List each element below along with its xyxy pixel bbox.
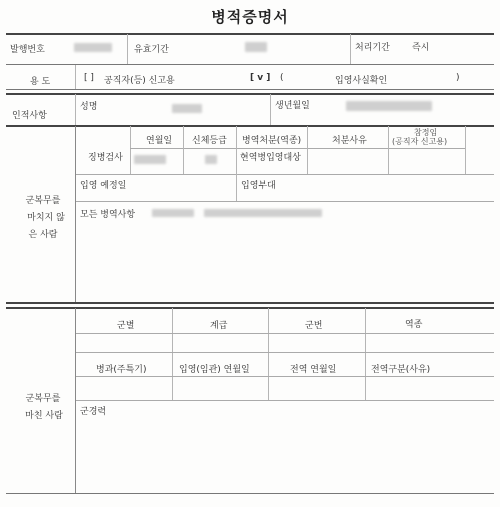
military-history-redacted — [204, 209, 322, 217]
agency-label: 유효기간 — [134, 45, 169, 55]
column-confirm-sub: (공직자 신고용) — [392, 137, 448, 146]
column-date: 연월일 — [146, 136, 173, 146]
birth-date-label: 생년월일 — [275, 101, 310, 111]
purpose-option2-text: 입영사실확인 — [335, 76, 388, 86]
divider — [350, 34, 351, 64]
purpose-option2-paren-open: ( — [280, 73, 284, 83]
column-physical-grade: 신체등급 — [192, 136, 227, 146]
column-branch: 군별 — [117, 321, 135, 331]
column-specialty: 병과(주특기) — [96, 365, 147, 375]
divider — [75, 308, 76, 494]
column-discharge-date: 전역 연월일 — [290, 365, 337, 375]
document-title: 병적증명서 — [211, 8, 289, 26]
served-section-label-line2: 마친 사람 — [25, 411, 63, 421]
divider — [130, 126, 131, 174]
name-value-redacted — [172, 104, 202, 113]
divider — [76, 201, 494, 202]
divider — [76, 400, 494, 401]
divider — [268, 308, 269, 401]
process-period-value: 즉시 — [412, 43, 430, 53]
divider — [6, 302, 494, 304]
divider — [6, 64, 494, 65]
divider — [75, 94, 76, 125]
divider — [127, 34, 128, 64]
divider — [6, 493, 494, 494]
unserved-section-label-line1: 군복무를 — [25, 196, 61, 206]
divider — [6, 33, 494, 35]
exam-label: 징병검사 — [88, 153, 123, 163]
divider — [236, 174, 237, 201]
divider — [307, 126, 308, 174]
divider — [465, 126, 466, 174]
column-service-type: 역종 — [405, 320, 423, 330]
personal-info-label: 인적사항 — [12, 111, 47, 121]
column-service-number: 군번 — [305, 321, 323, 331]
divider — [76, 352, 494, 353]
divider — [130, 148, 465, 149]
purpose-option1-checkbox: [ ] — [84, 73, 94, 83]
purpose-option1-text: 공직자(등) 신고용 — [104, 76, 175, 86]
divider — [365, 308, 366, 401]
purpose-label: 용 도 — [30, 77, 51, 87]
unserved-section-label-line3: 은 사람 — [28, 230, 58, 240]
purpose-option2-checkbox: [ v ] — [250, 73, 271, 83]
column-reason: 처분사유 — [332, 136, 367, 146]
disposition-value: 현역병입영대상 — [240, 153, 301, 163]
military-history-label: 모든 병역사항 — [80, 210, 136, 220]
column-confirm: 참정임 — [414, 128, 438, 137]
column-enlist-date: 입영(임관) 연월일 — [179, 365, 250, 375]
issue-number-label: 발행번호 — [10, 45, 45, 55]
divider — [76, 333, 494, 334]
column-rank: 계급 — [210, 321, 228, 331]
birth-date-value-redacted — [346, 101, 432, 111]
career-label: 군경력 — [80, 407, 107, 417]
military-history-redacted — [152, 209, 194, 217]
column-discharge-reason: 전역구분(사유) — [371, 365, 431, 375]
divider — [183, 126, 184, 174]
issue-number-value-redacted — [74, 43, 112, 52]
exam-date-redacted — [134, 155, 166, 164]
agency-value-redacted — [245, 42, 267, 52]
physical-grade-redacted — [205, 155, 217, 164]
divider — [75, 126, 76, 302]
unserved-section-label-line2: 마치지 않 — [27, 213, 65, 223]
divider — [270, 94, 271, 125]
purpose-option2-paren-close: ) — [456, 73, 460, 83]
enlist-unit-label: 입영부대 — [241, 181, 276, 191]
divider — [388, 126, 389, 174]
divider — [6, 307, 494, 309]
divider — [76, 174, 494, 175]
name-label: 성명 — [80, 102, 98, 112]
divider — [6, 89, 494, 90]
column-disposition: 병역처분(역종) — [242, 136, 302, 146]
divider — [6, 93, 494, 95]
enlist-date-label: 입영 예정일 — [80, 181, 127, 191]
process-period-label: 처리기간 — [355, 43, 390, 53]
divider — [75, 65, 76, 89]
divider — [236, 126, 237, 174]
served-section-label-line1: 군복무를 — [25, 394, 61, 404]
divider — [76, 376, 494, 377]
divider — [172, 308, 173, 401]
